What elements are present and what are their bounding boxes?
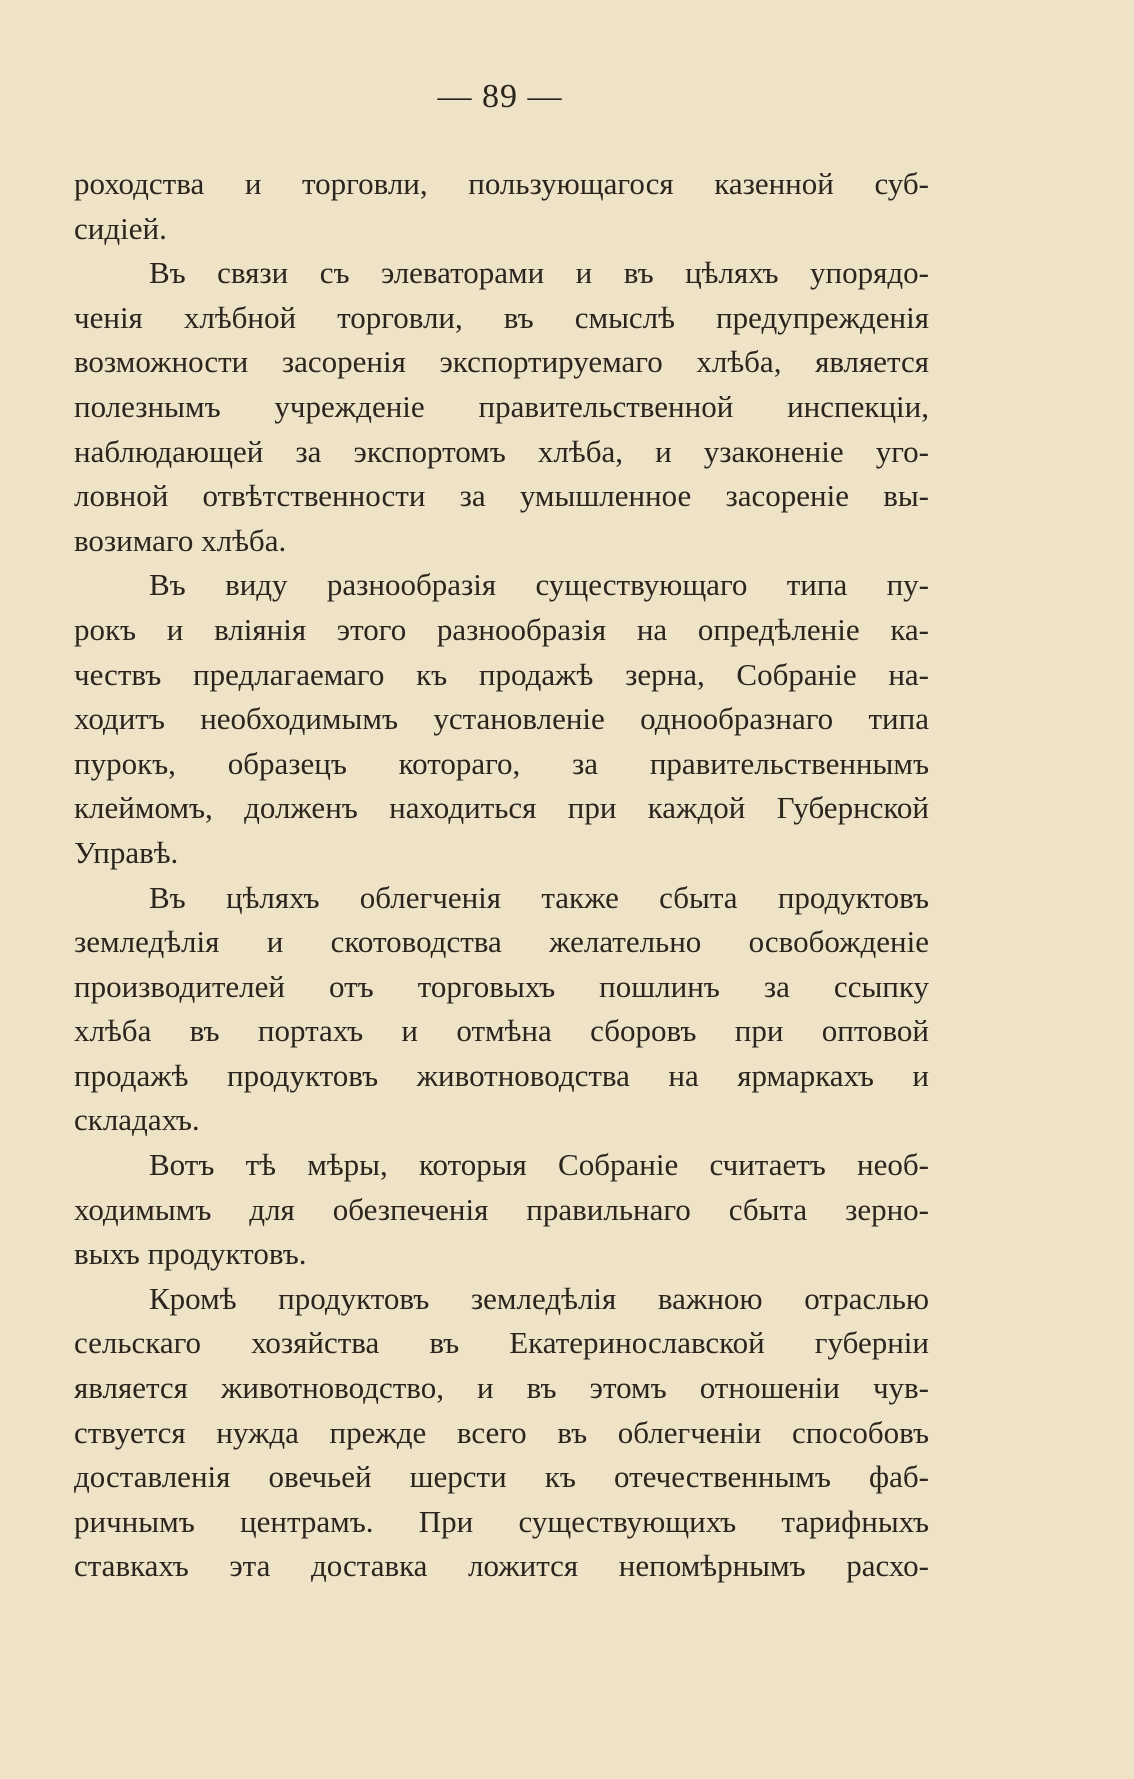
page-number: — 89 — <box>437 78 563 115</box>
text-line: ченія хлѣбной торговли, въ смыслѣ предупрежденія <box>74 299 929 335</box>
text-line: роходства и торговли, пользующагося казенной суб- <box>74 166 929 201</box>
text-line: ходимымъ для обезпеченія правильнаго сбыта зерно- <box>74 1191 929 1227</box>
text-line: ствуется нужда прежде всего въ облегченіи способовъ <box>74 1414 929 1450</box>
text-line: хлѣба въ портахъ и отмѣна сборовъ при оптовой <box>74 1013 929 1049</box>
text-line: производителей отъ торговыхъ пошлинъ за ссыпку <box>74 968 929 1004</box>
text-line: пурокъ, образецъ котораго, за правительственнымъ <box>74 745 929 781</box>
text-line: сидіей. <box>74 210 167 246</box>
text-line: Въ цѣляхъ облегченія также сбыта продуктовъ <box>149 879 929 915</box>
text-line: сельскаго хозяйства въ Екатеринославской губерніи <box>74 1325 929 1361</box>
text-line: чествъ предлагаемаго къ продажѣ зерна, Собраніе на- <box>74 656 929 692</box>
text-line: доставленія овечьей шерсти къ отечественнымъ фаб- <box>74 1459 929 1495</box>
text-line: складахъ. <box>74 1102 200 1138</box>
text-line: Кромѣ продуктовъ земледѣлія важною отраслью <box>149 1280 929 1316</box>
body-text <box>74 162 929 1589</box>
text-line: возимаго хлѣба. <box>74 522 287 558</box>
text-line: Вотъ тѣ мѣры, которыя Собраніе считаетъ необ- <box>149 1147 929 1183</box>
text-line: является животноводство, и въ этомъ отношеніи чув- <box>74 1370 929 1406</box>
text-line: Въ виду разнообразія существующаго типа пу- <box>149 567 929 603</box>
text-line: полезнымъ учрежденіе правительственной инспекціи, <box>74 388 929 424</box>
text-line: продажѣ продуктовъ животноводства на ярмаркахъ и <box>74 1057 929 1093</box>
text-line: ходитъ необходимымъ установленіе однообразнаго типа <box>74 701 929 737</box>
text-line: ставкахъ эта доставка ложится непомѣрнымъ расхо- <box>74 1548 929 1584</box>
text-line: земледѣлія и скотоводства желательно освобожденіе <box>74 924 929 960</box>
text-line: наблюдающей за экспортомъ хлѣба, и узаконеніе уго- <box>74 433 929 469</box>
text-line: Въ связи съ элеваторами и въ цѣляхъ упорядо- <box>149 255 929 291</box>
text-line: выхъ продуктовъ. <box>74 1236 307 1272</box>
text-line: рокъ и вліянія этого разнообразія на опредѣленіе ка- <box>74 611 929 647</box>
text-line: ловной отвѣтственности за умышленное засореніе вы- <box>74 478 929 514</box>
text-line: клеймомъ, долженъ находиться при каждой Губернской <box>74 790 929 826</box>
text-line: ричнымъ центрамъ. При существующихъ тарифныхъ <box>74 1503 929 1539</box>
text-line: возможности засоренія экспортируемаго хлѣба, является <box>74 344 929 380</box>
text-line: Управѣ. <box>74 834 179 870</box>
